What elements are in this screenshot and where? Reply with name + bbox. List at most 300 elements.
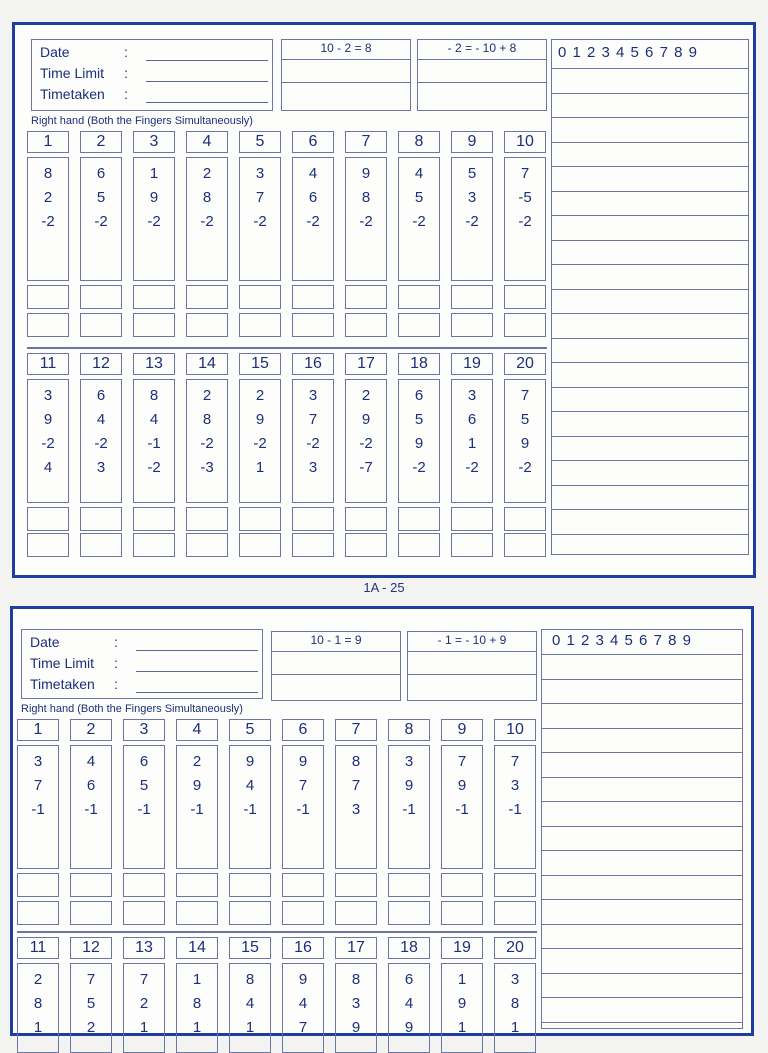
problem-value: 2 (33, 971, 43, 988)
worksheet-1 (12, 22, 756, 578)
problem-value: -1 (137, 801, 151, 818)
problem-value: -2 (359, 213, 373, 230)
problem-value: 7 (33, 777, 43, 794)
answer-box[interactable] (17, 873, 59, 897)
problem-value: -1 (190, 801, 204, 818)
problem-value: -2 (465, 213, 479, 230)
answer-box[interactable] (80, 285, 122, 309)
answer-box[interactable] (504, 533, 546, 557)
answer-box[interactable] (451, 285, 493, 309)
problem-value: 3 (308, 459, 318, 476)
problem-values (133, 379, 175, 503)
answer-box[interactable] (239, 285, 281, 309)
answer-box[interactable] (292, 313, 334, 337)
answer-box[interactable] (335, 901, 377, 925)
problem-column (239, 353, 281, 561)
ruled-line (542, 1022, 742, 1023)
answer-box[interactable] (133, 285, 175, 309)
colon: : (124, 86, 128, 102)
date-label: Date (30, 634, 60, 650)
problem-value: -2 (306, 435, 320, 452)
answer-box[interactable] (133, 507, 175, 531)
problem-value: 4 (404, 995, 414, 1012)
answer-panel (551, 39, 749, 555)
problem-value: -5 (518, 189, 532, 206)
problem-values (494, 963, 536, 1053)
problem-value: 2 (361, 387, 371, 404)
problem-number: 12 (70, 937, 112, 959)
date-row (40, 44, 270, 64)
ruled-line (542, 679, 742, 680)
problem-value: -3 (200, 459, 214, 476)
problem-value: 5 (520, 411, 530, 428)
answer-box[interactable] (451, 507, 493, 531)
problem-value: 3 (43, 387, 53, 404)
problem-column (17, 719, 59, 929)
problem-number: 6 (292, 131, 334, 153)
answer-box[interactable] (27, 533, 69, 557)
problem-value: 3 (510, 777, 520, 794)
problem-number: 4 (186, 131, 228, 153)
problem-value: 1 (457, 971, 467, 988)
problem-value: 4 (96, 411, 106, 428)
answer-box[interactable] (282, 873, 324, 897)
ruled-line (552, 436, 748, 437)
answer-box[interactable] (133, 313, 175, 337)
answer-box[interactable] (292, 285, 334, 309)
problem-value: 8 (361, 189, 371, 206)
info-box (21, 629, 263, 699)
problem-number: 1 (17, 719, 59, 741)
problem-number: 5 (229, 719, 271, 741)
problem-value: -1 (84, 801, 98, 818)
problem-value: 6 (96, 387, 106, 404)
problem-values (345, 379, 387, 503)
problem-value: 6 (96, 165, 106, 182)
problem-values (229, 745, 271, 869)
answer-box[interactable] (345, 507, 387, 531)
ruled-line (542, 703, 742, 704)
problem-values (451, 379, 493, 503)
problem-value: 7 (255, 189, 265, 206)
problem-value: 4 (86, 753, 96, 770)
problem-values (441, 963, 483, 1053)
problem-value: 8 (245, 971, 255, 988)
problem-value: -1 (147, 435, 161, 452)
answer-box[interactable] (388, 901, 430, 925)
problem-number: 12 (80, 353, 122, 375)
time-taken-row (30, 676, 260, 696)
answer-box[interactable] (133, 533, 175, 557)
date-field[interactable] (146, 60, 268, 61)
problem-values (176, 745, 218, 869)
problem-value: 8 (149, 387, 159, 404)
problem-values (239, 157, 281, 281)
page-number: 1A - 25 (363, 580, 405, 595)
problem-value: 1 (149, 165, 159, 182)
problem-number: 11 (17, 937, 59, 959)
answer-box[interactable] (186, 313, 228, 337)
answer-box[interactable] (186, 285, 228, 309)
answer-box[interactable] (186, 507, 228, 531)
problem-column (27, 353, 69, 561)
problem-column (27, 131, 69, 343)
problem-column (292, 131, 334, 343)
problem-number: 11 (27, 353, 69, 375)
answer-line (272, 674, 400, 675)
answer-box[interactable] (229, 873, 271, 897)
answer-box[interactable] (17, 901, 59, 925)
problem-values (80, 157, 122, 281)
ruled-line (542, 997, 742, 998)
problem-value: 4 (245, 777, 255, 794)
problem-values (388, 745, 430, 869)
problem-value: 4 (298, 995, 308, 1012)
problem-value: -2 (412, 213, 426, 230)
problem-number: 2 (70, 719, 112, 741)
problem-column (441, 937, 483, 1037)
ruled-line (552, 289, 748, 290)
time-limit-field[interactable] (146, 81, 268, 82)
answer-box[interactable] (504, 285, 546, 309)
problem-column (335, 719, 377, 929)
problem-column (186, 131, 228, 343)
problem-column (504, 353, 546, 561)
problem-value: 7 (510, 753, 520, 770)
problem-column (80, 131, 122, 343)
problem-column (335, 937, 377, 1037)
ruled-line (552, 387, 748, 388)
problem-values (504, 157, 546, 281)
ruled-line (552, 215, 748, 216)
time-taken-field[interactable] (136, 692, 258, 693)
problem-column (388, 719, 430, 929)
problem-value: -7 (359, 459, 373, 476)
digits-header: 0 1 2 3 4 5 6 7 8 9 (552, 632, 692, 649)
problem-number: 6 (282, 719, 324, 741)
time-limit-row (40, 65, 270, 85)
problem-column (282, 937, 324, 1037)
ruled-line (552, 313, 748, 314)
problem-column (123, 719, 165, 929)
problem-values (441, 745, 483, 869)
problem-column (282, 719, 324, 929)
answer-box[interactable] (27, 285, 69, 309)
answer-box[interactable] (345, 285, 387, 309)
problem-values (282, 963, 324, 1053)
problem-number: 4 (176, 719, 218, 741)
answer-box[interactable] (504, 313, 546, 337)
problem-column (229, 937, 271, 1037)
problem-value: -2 (94, 435, 108, 452)
problem-value: 2 (139, 995, 149, 1012)
problem-number: 1 (27, 131, 69, 153)
problem-number: 13 (123, 937, 165, 959)
problem-value: 9 (361, 165, 371, 182)
problem-values (504, 379, 546, 503)
section-divider (17, 931, 537, 933)
bottom-columns (27, 353, 547, 561)
colon: : (114, 634, 118, 650)
problem-value: 7 (520, 387, 530, 404)
problem-value: 2 (192, 753, 202, 770)
problem-number: 13 (133, 353, 175, 375)
problem-value: 9 (414, 435, 424, 452)
problem-values (335, 745, 377, 869)
ruled-line (552, 117, 748, 118)
problem-column (504, 131, 546, 343)
answer-box[interactable] (176, 901, 218, 925)
problem-value: 5 (139, 777, 149, 794)
problem-value: 8 (351, 971, 361, 988)
problem-value: 4 (414, 165, 424, 182)
answer-box[interactable] (239, 313, 281, 337)
answer-box[interactable] (27, 313, 69, 337)
problem-column (441, 719, 483, 929)
problem-value: 1 (467, 435, 477, 452)
ruled-line (542, 973, 742, 974)
problem-values (186, 157, 228, 281)
problem-value: 1 (255, 459, 265, 476)
problem-number: 15 (229, 937, 271, 959)
date-field[interactable] (136, 650, 258, 651)
problem-values (398, 157, 440, 281)
formula-box-right (407, 631, 537, 701)
problem-value: 1 (139, 1019, 149, 1036)
answer-box[interactable] (80, 507, 122, 531)
ruled-line (542, 924, 742, 925)
problem-value: -2 (94, 213, 108, 230)
problem-values (388, 963, 430, 1053)
problem-column (398, 353, 440, 561)
problem-column (17, 937, 59, 1037)
ruled-line (542, 801, 742, 802)
problem-column (345, 131, 387, 343)
answer-box[interactable] (292, 533, 334, 557)
formula-box-left (271, 631, 401, 701)
problem-value: -2 (518, 459, 532, 476)
problem-value: -2 (147, 213, 161, 230)
problem-value: 9 (404, 777, 414, 794)
problem-number: 3 (123, 719, 165, 741)
answer-box[interactable] (504, 507, 546, 531)
answer-box[interactable] (229, 901, 271, 925)
problem-values (186, 379, 228, 503)
problem-value: 5 (86, 995, 96, 1012)
problem-value: -2 (518, 213, 532, 230)
answer-box[interactable] (335, 873, 377, 897)
problem-value: 3 (96, 459, 106, 476)
problem-number: 18 (388, 937, 430, 959)
answer-box[interactable] (441, 873, 483, 897)
problem-values (292, 157, 334, 281)
problem-value: 9 (351, 1019, 361, 1036)
answer-box[interactable] (398, 313, 440, 337)
problem-value: 4 (43, 459, 53, 476)
ruled-line (542, 777, 742, 778)
problem-value: 2 (86, 1019, 96, 1036)
problem-value: 3 (351, 801, 361, 818)
answer-box[interactable] (494, 901, 536, 925)
time-limit-row (30, 655, 260, 675)
problem-number: 3 (133, 131, 175, 153)
ruled-line (552, 338, 748, 339)
ruled-line (542, 850, 742, 851)
problem-values (123, 963, 165, 1053)
problem-value: 8 (43, 165, 53, 182)
problem-value: 3 (308, 387, 318, 404)
problem-value: -2 (147, 459, 161, 476)
time-taken-field[interactable] (146, 102, 268, 103)
problem-value: -1 (243, 801, 257, 818)
problem-value: 9 (149, 189, 159, 206)
answer-box[interactable] (80, 313, 122, 337)
answer-box[interactable] (451, 313, 493, 337)
ruled-line (552, 534, 748, 535)
problem-value: 4 (308, 165, 318, 182)
problem-number: 18 (398, 353, 440, 375)
time-limit-label: Time Limit (40, 65, 105, 81)
time-limit-field[interactable] (136, 671, 258, 672)
problem-values (451, 157, 493, 281)
colon: : (114, 655, 118, 671)
problem-value: 3 (33, 753, 43, 770)
bottom-columns (17, 937, 537, 1037)
answer-box[interactable] (27, 507, 69, 531)
answer-box[interactable] (494, 873, 536, 897)
problem-value: 2 (43, 189, 53, 206)
answer-box[interactable] (239, 533, 281, 557)
problem-number: 14 (186, 353, 228, 375)
problem-number: 16 (292, 353, 334, 375)
problem-value: -2 (200, 213, 214, 230)
problem-values (398, 379, 440, 503)
answer-line (408, 674, 536, 675)
problem-values (80, 379, 122, 503)
problem-value: 8 (202, 189, 212, 206)
problem-value: 3 (510, 971, 520, 988)
problem-column (176, 719, 218, 929)
problem-value: 3 (404, 753, 414, 770)
formula-left: 10 - 1 = 9 (272, 632, 400, 652)
answer-box[interactable] (80, 533, 122, 557)
problem-value: 8 (510, 995, 520, 1012)
problem-value: 8 (192, 995, 202, 1012)
answer-panel (541, 629, 743, 1029)
worksheet-2 (10, 606, 754, 1036)
answer-box[interactable] (345, 533, 387, 557)
problem-value: 2 (255, 387, 265, 404)
answer-box[interactable] (239, 507, 281, 531)
answer-box[interactable] (70, 901, 112, 925)
answer-box[interactable] (388, 873, 430, 897)
problem-values (70, 745, 112, 869)
problem-value: 9 (361, 411, 371, 428)
problem-number: 20 (494, 937, 536, 959)
answer-box[interactable] (123, 873, 165, 897)
formula-box-right (417, 39, 547, 111)
problem-value: 9 (43, 411, 53, 428)
answer-box[interactable] (398, 533, 440, 557)
ruled-line (552, 68, 748, 69)
problem-value: 7 (298, 1019, 308, 1036)
answer-box[interactable] (398, 285, 440, 309)
problem-column (494, 937, 536, 1037)
colon: : (114, 676, 118, 692)
problem-value: 3 (351, 995, 361, 1012)
ruled-line (552, 509, 748, 510)
problem-value: 3 (467, 387, 477, 404)
date-label: Date (40, 44, 70, 60)
problem-column (70, 719, 112, 929)
ruled-line (552, 460, 748, 461)
problem-column (398, 131, 440, 343)
problem-number: 8 (398, 131, 440, 153)
problem-value: 9 (520, 435, 530, 452)
answer-box[interactable] (345, 313, 387, 337)
answer-box[interactable] (398, 507, 440, 531)
answer-line (418, 82, 546, 83)
problem-column (123, 937, 165, 1037)
problem-value: -2 (306, 213, 320, 230)
digits-header: 0 1 2 3 4 5 6 7 8 9 (558, 44, 698, 61)
answer-box[interactable] (70, 873, 112, 897)
problem-column (133, 131, 175, 343)
section-divider (27, 347, 547, 349)
problem-value: 7 (308, 411, 318, 428)
problem-values (239, 379, 281, 503)
problem-value: -1 (508, 801, 522, 818)
problem-value: 6 (414, 387, 424, 404)
ruled-line (552, 264, 748, 265)
problem-values (70, 963, 112, 1053)
problem-value: -2 (412, 459, 426, 476)
problem-value: 9 (457, 777, 467, 794)
problem-column (70, 937, 112, 1037)
answer-box[interactable] (176, 873, 218, 897)
problem-value: -1 (31, 801, 45, 818)
answer-box[interactable] (186, 533, 228, 557)
time-taken-label: Timetaken (30, 676, 95, 692)
answer-box[interactable] (282, 901, 324, 925)
answer-box[interactable] (441, 901, 483, 925)
problem-value: -2 (359, 435, 373, 452)
problem-value: -2 (41, 435, 55, 452)
time-limit-label: Time Limit (30, 655, 95, 671)
answer-box[interactable] (123, 901, 165, 925)
problem-value: 9 (245, 753, 255, 770)
answer-box[interactable] (451, 533, 493, 557)
problem-column (345, 353, 387, 561)
problem-number: 19 (441, 937, 483, 959)
problem-values (17, 963, 59, 1053)
problem-value: 1 (33, 1019, 43, 1036)
problem-column (133, 353, 175, 561)
problem-column (176, 937, 218, 1037)
top-columns (17, 719, 537, 929)
ruled-line (542, 728, 742, 729)
date-row (30, 634, 260, 654)
problem-value: 7 (298, 777, 308, 794)
ruled-line (552, 362, 748, 363)
problem-number: 9 (451, 131, 493, 153)
problem-value: -2 (253, 435, 267, 452)
problem-value: 1 (192, 1019, 202, 1036)
answer-box[interactable] (292, 507, 334, 531)
time-taken-label: Timetaken (40, 86, 105, 102)
problem-number: 2 (80, 131, 122, 153)
problem-number: 10 (504, 131, 546, 153)
